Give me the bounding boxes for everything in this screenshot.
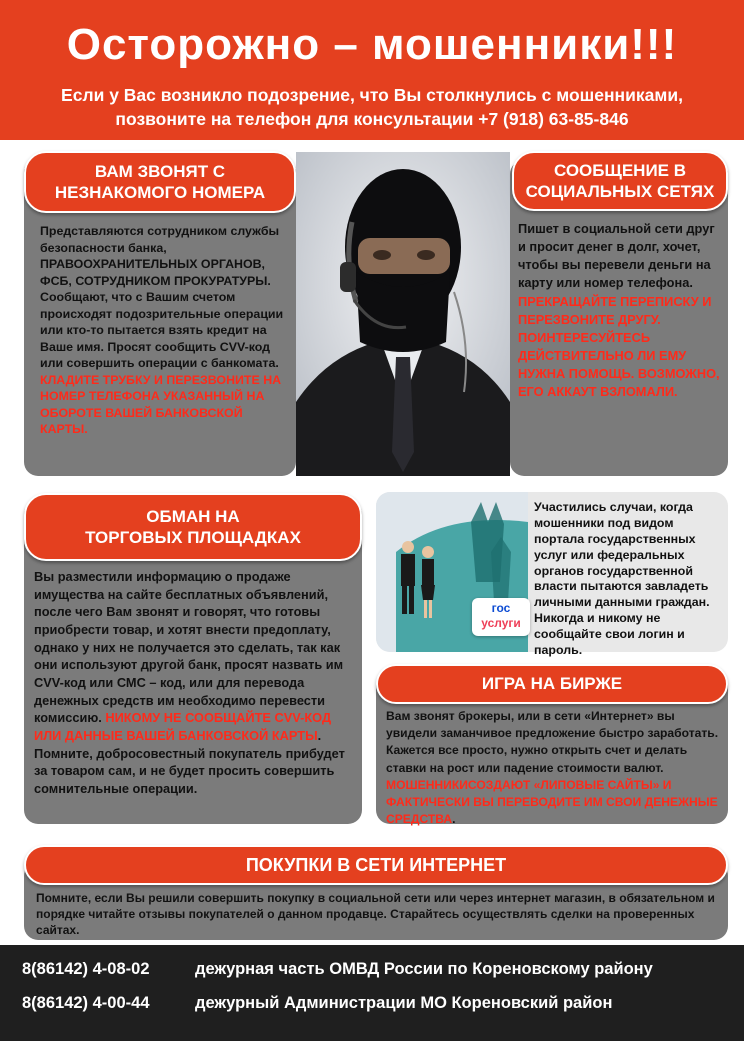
marketplace-text — [34, 568, 356, 798]
footer-contacts — [0, 945, 744, 1041]
footer-label: дежурный Администрации МО Кореновский район — [195, 994, 613, 1012]
social-body: Пишет в социальной сети друг и просит денег в долг, хочет, чтобы вы перевели деньги на карту или номер телефона. — [518, 221, 715, 291]
unknown-number-title-line1: ВАМ ЗВОНЯТ С — [94, 161, 226, 181]
online-shopping-title-text: ПОКУПКИ В СЕТИ ИНТЕРНЕТ — [245, 854, 507, 875]
social-title-line1: СООБЩЕНИЕ В — [553, 160, 686, 180]
online-shopping-text: Помните, если Вы решили совершить покупку в социальной сети или через интернет магазин, в обязательном и порядке читайте отзывы покупателей о данном продавце. Старайтесь осуществлять сделки на проверенных сайтах. — [36, 891, 715, 938]
social-title-line2: СОЦИАЛЬНЫХ СЕТЯХ — [525, 182, 715, 201]
social-text — [518, 220, 722, 402]
gosuslugi-text: Участились случаи, когда мошенники под видом портала государственных услуг или федеральных органов государственной власти пытаются завладеть личными данными граждан. Никогда и никому не сообщайте свои логин и пароль. — [534, 500, 710, 657]
gosuslugi-logo — [472, 598, 530, 636]
unknown-number-warning: КЛАДИТЕ ТРУБКУ И ПЕРЕЗВОНИТЕ НА НОМЕР ТЕЛЕФОНА УКАЗАННЫЙ НА ОБОРОТЕ ВАШЕЙ БАНКОВСКОЙ КАРТЫ. — [40, 372, 282, 436]
unknown-number-body: Представляются сотрудником службы безопасности банка, ПРАВООХРАНИТЕЛЬНЫХ ОРГАНОВ, ФСБ, СОТРУДНИКОМ ПРОКУРАТУРЫ. Сообщают, что с Вашим счетом происходят подозрительные операции или кто-то пытается взять кредит на Ваше имя. Просят сообщить CVV-код или совершить операции с банкомата. — [40, 224, 284, 370]
unknown-number-title-line2: НЕЗНАКОМОГО НОМЕРА — [54, 183, 266, 202]
exchange-body: Вам звонят брокеры, или в сети «Интернет» вы увидели заманчивое предложение быстро заработать. Кажется все просто, нужно открыть счет и делать ставки на рост или падение стоимости валют. — [386, 709, 719, 775]
unknown-number-title — [24, 151, 296, 213]
marketplace-warning: НИКОМУ НЕ СООБЩАЙТЕ CVV-КОД ИЛИ ДАННЫЕ ВАШЕЙ БАНКОВСКОЙ КАРТЫ — [34, 710, 332, 743]
marketplace-title-line1: ОБМАН НА — [146, 506, 240, 526]
gosuslugi-logo-bottom: услуги — [481, 616, 521, 630]
header-banner — [0, 0, 744, 140]
page-title: Осторожно – мошенники!!! — [66, 20, 678, 69]
marketplace-tail: . Помните, добросовестный покупатель прибудет за товаром сам, и не будет просить совершить сомнительные операции. — [34, 727, 345, 796]
social-title — [512, 151, 728, 211]
social-warning: ПРЕКРАЩАЙТЕ ПЕРЕПИСКУ И ПЕРЕЗВОНИТЕ ДРУГУ. ПОИНТЕРЕСУЙТЕСЬ ДЕЙСТВИТЕЛЬНО ЛИ ЕМУ НУЖНА ПОМОЩЬ. ВОЗМОЖНО, ЕГО АККАУТ ВЗЛОМАЛИ. — [518, 293, 720, 400]
marketplace-title — [24, 493, 362, 561]
masked-man-photo — [296, 152, 510, 476]
footer-phone: 8(86142) 4-00-44 — [22, 994, 150, 1012]
footer-row — [22, 994, 612, 1013]
unknown-number-text — [40, 223, 285, 438]
exchange-title-text: ИГРА НА БИРЖЕ — [481, 674, 623, 694]
header-subtitle-line2: позвоните на телефон для консультации +7 (918) 63-85-846 — [115, 109, 629, 129]
footer-row — [22, 960, 653, 979]
exchange-title — [376, 664, 728, 704]
footer-phone: 8(86142) 4-08-02 — [22, 960, 150, 978]
footer-label: дежурная часть ОМВД России по Кореновскому району — [195, 960, 653, 978]
gosuslugi-logo-top: гос — [491, 601, 511, 615]
online-shopping-title — [24, 845, 728, 885]
marketplace-body: Вы разместили информацию о продаже имущества на сайте бесплатных объявлений, после чего Вам звонят и говорят, что готовы приобрести товар, и хотят внести предоплату, однако у них не получается это сделать, так как они используют другой банк, просят назвать им CVV-код или СМС – код, или для перевода денежных средств им необходимо перевести комиссию. — [34, 569, 344, 726]
marketplace-title-line2: ТОРГОВЫХ ПЛОЩАДКАХ — [85, 528, 301, 547]
exchange-text — [386, 708, 724, 828]
masked-man-illustration — [296, 152, 510, 476]
header-subtitle-line1: Если у Вас возникло подозрение, что Вы столкнулись с мошенниками, — [61, 85, 683, 105]
exchange-warning: МОШЕННИКИСОЗДАЮТ «ЛИПОВЫЕ САЙТЫ» И ФАКТИЧЕСКИ ВЫ ПЕРЕВОДИТЕ ИМ СВОИ ДЕНЕЖНЫЕ СРЕДСТВА — [386, 777, 718, 827]
exchange-tail: . — [452, 812, 456, 827]
